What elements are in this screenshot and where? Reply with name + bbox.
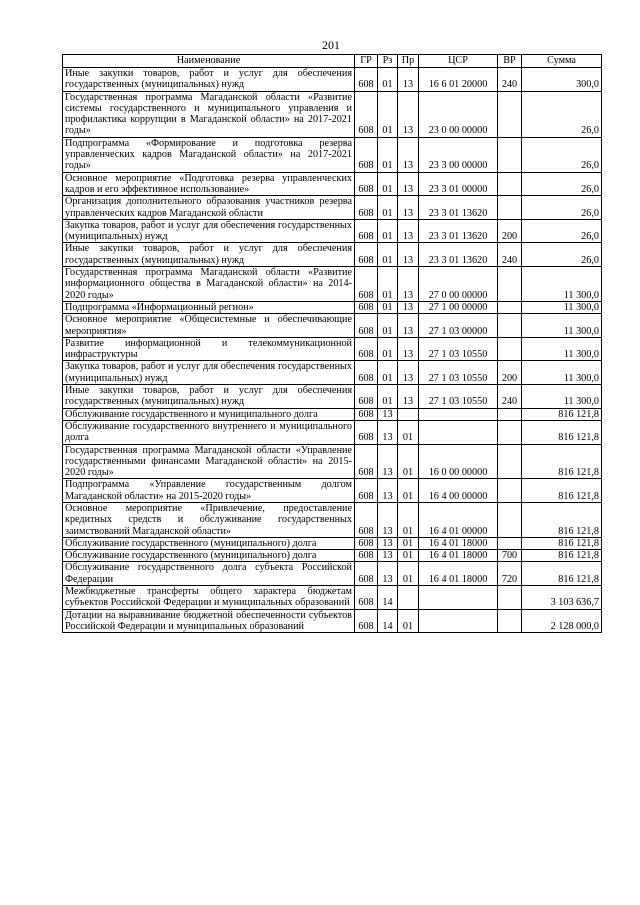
table-row [63,385,602,409]
cell-sum: 816 121,8 [522,562,602,586]
table-row [63,314,602,338]
table-row [63,550,602,562]
cell-rz: 01 [378,91,398,137]
budget-table [62,54,602,633]
cell-rz: 01 [378,314,398,338]
cell-name: Подпрограмма «Информационный регион» [63,301,355,313]
cell-gr: 608 [355,479,378,503]
cell-gr: 608 [355,420,378,444]
cell-vr [498,337,522,361]
cell-pr: 01 [398,502,419,537]
cell-rz: 01 [378,137,398,172]
cell-sum: 11 300,0 [522,314,602,338]
cell-sum: 26,0 [522,219,602,243]
cell-vr [498,314,522,338]
cell-pr: 01 [398,550,419,562]
cell-rz: 13 [378,479,398,503]
cell-name: Организация дополнительного образования участников резерва управленческих кадров Магаданской области [63,196,355,220]
cell-vr: 240 [498,243,522,267]
cell-csr: 23 3 01 00000 [419,172,498,196]
cell-name: Подпрограмма «Формирование и подготовка резерва управленческих кадров Магаданской области» на 2017-2021 годы» [63,137,355,172]
cell-gr: 608 [355,550,378,562]
cell-sum: 3 103 636,7 [522,586,602,610]
cell-pr: 13 [398,267,419,302]
table-row [63,420,602,444]
cell-sum: 2 128 000,0 [522,609,602,633]
cell-rz: 01 [378,68,398,92]
table-row [63,586,602,610]
cell-csr: 16 4 01 18000 [419,562,498,586]
table-row [63,196,602,220]
cell-sum: 300,0 [522,68,602,92]
cell-pr: 01 [398,420,419,444]
cell-pr: 13 [398,172,419,196]
cell-pr: 13 [398,196,419,220]
cell-name: Основное мероприятие «Привлечение, предоставление кредитных средств и обслуживание государственных заимствований Магаданской области» [63,502,355,537]
cell-pr: 13 [398,137,419,172]
table-row [63,361,602,385]
header-name: Наименование [63,55,355,68]
cell-csr: 27 1 03 10550 [419,337,498,361]
cell-csr: 23 3 00 00000 [419,137,498,172]
header-vr: ВР [498,55,522,68]
cell-pr: 01 [398,537,419,549]
cell-pr: 13 [398,243,419,267]
table-header-row [63,55,602,68]
cell-name: Обслуживание государственного (муниципального) долга [63,550,355,562]
cell-rz: 01 [378,301,398,313]
cell-vr [498,408,522,420]
cell-csr: 23 3 01 13620 [419,243,498,267]
cell-vr [498,196,522,220]
cell-name: Государственная программа Магаданской области «Развитие информационного общества в Магаданской области» на 2014-2020 годы» [63,267,355,302]
header-rz: Рз [378,55,398,68]
cell-name: Межбюджетные трансферты общего характера бюджетам субъектов Российской Федерации и муниципальных образований [63,586,355,610]
cell-gr: 608 [355,137,378,172]
cell-pr: 13 [398,219,419,243]
header-csr: ЦСР [419,55,498,68]
cell-sum: 11 300,0 [522,385,602,409]
cell-csr: 16 4 00 00000 [419,479,498,503]
table-row [63,243,602,267]
cell-vr [498,444,522,479]
cell-rz: 13 [378,420,398,444]
cell-vr: 700 [498,550,522,562]
cell-name: Государственная программа Магаданской области «Развитие системы государственного и муниципального управления и профилактика коррупции в Магаданской области» на 2017-2021 годы» [63,91,355,137]
cell-sum: 816 121,8 [522,537,602,549]
cell-rz: 01 [378,196,398,220]
cell-gr: 608 [355,609,378,633]
cell-pr: 13 [398,301,419,313]
cell-rz: 14 [378,609,398,633]
cell-sum: 11 300,0 [522,301,602,313]
cell-rz: 13 [378,444,398,479]
cell-vr [498,502,522,537]
cell-rz: 13 [378,562,398,586]
cell-vr [498,301,522,313]
cell-name: Обслуживание государственного долга субъекта Российской Федерации [63,562,355,586]
cell-gr: 608 [355,243,378,267]
cell-sum: 816 121,8 [522,479,602,503]
cell-sum: 816 121,8 [522,502,602,537]
table-row [63,137,602,172]
header-sum: Сумма [522,55,602,68]
cell-gr: 608 [355,444,378,479]
cell-name: Подпрограмма «Управление государственным долгом Магаданской области» на 2015-2020 годы» [63,479,355,503]
cell-name: Основное мероприятие «Общесистемные и обеспечивающие мероприятия» [63,314,355,338]
cell-vr [498,609,522,633]
cell-rz: 01 [378,219,398,243]
table-row [63,172,602,196]
cell-vr [498,420,522,444]
cell-gr: 608 [355,314,378,338]
page-number: 201 [322,38,340,52]
cell-pr [398,408,419,420]
cell-vr [498,267,522,302]
cell-vr [498,91,522,137]
cell-sum: 11 300,0 [522,361,602,385]
cell-rz: 01 [378,172,398,196]
cell-csr [419,609,498,633]
table-row [63,301,602,313]
cell-gr: 608 [355,301,378,313]
cell-gr: 608 [355,385,378,409]
cell-name: Дотации на выравнивание бюджетной обеспеченности субъектов Российской Федерации и муниципальных образований [63,609,355,633]
cell-vr [498,586,522,610]
cell-gr: 608 [355,219,378,243]
cell-pr: 13 [398,91,419,137]
cell-rz: 01 [378,243,398,267]
cell-gr: 608 [355,586,378,610]
table-row [63,444,602,479]
cell-name: Закупка товаров, работ и услуг для обеспечения государственных (муниципальных) нужд [63,219,355,243]
cell-pr: 01 [398,479,419,503]
cell-csr: 23 0 00 00000 [419,91,498,137]
cell-vr: 200 [498,361,522,385]
cell-rz: 01 [378,267,398,302]
cell-gr: 608 [355,91,378,137]
cell-name: Обслуживание государственного (муниципального) долга [63,537,355,549]
cell-name: Иные закупки товаров, работ и услуг для обеспечения государственных (муниципальных) нужд [63,243,355,267]
header-gr: ГР [355,55,378,68]
cell-rz: 01 [378,361,398,385]
table-row [63,219,602,243]
cell-csr: 16 4 01 18000 [419,550,498,562]
table-row [63,408,602,420]
cell-rz: 13 [378,408,398,420]
cell-rz: 14 [378,586,398,610]
cell-csr: 16 0 00 00000 [419,444,498,479]
table-row [63,502,602,537]
cell-gr: 608 [355,68,378,92]
cell-csr: 27 0 00 00000 [419,267,498,302]
cell-sum: 816 121,8 [522,550,602,562]
cell-gr: 608 [355,172,378,196]
cell-pr: 01 [398,562,419,586]
table-row [63,609,602,633]
cell-csr: 27 1 00 00000 [419,301,498,313]
cell-sum: 816 121,8 [522,420,602,444]
cell-gr: 608 [355,196,378,220]
cell-csr [419,586,498,610]
cell-name: Закупка товаров, работ и услуг для обеспечения государственных (муниципальных) нужд [63,361,355,385]
cell-csr: 27 1 03 00000 [419,314,498,338]
table-row [63,68,602,92]
cell-gr: 608 [355,408,378,420]
cell-rz: 01 [378,385,398,409]
cell-vr: 200 [498,219,522,243]
table-row [63,479,602,503]
cell-rz: 13 [378,502,398,537]
cell-csr: 16 4 01 18000 [419,537,498,549]
table-row [63,337,602,361]
cell-pr [398,586,419,610]
cell-pr: 01 [398,609,419,633]
table-row [63,562,602,586]
cell-vr [498,537,522,549]
cell-sum: 816 121,8 [522,444,602,479]
cell-name: Иные закупки товаров, работ и услуг для обеспечения государственных (муниципальных) нужд [63,68,355,92]
table-row [63,267,602,302]
cell-name: Обслуживание государственного и муниципального долга [63,408,355,420]
cell-sum: 26,0 [522,91,602,137]
cell-gr: 608 [355,537,378,549]
cell-vr [498,137,522,172]
cell-sum: 11 300,0 [522,337,602,361]
cell-name: Иные закупки товаров, работ и услуг для обеспечения государственных (муниципальных) нужд [63,385,355,409]
cell-rz: 13 [378,550,398,562]
cell-vr [498,172,522,196]
header-pr: Пр [398,55,419,68]
cell-sum: 26,0 [522,137,602,172]
cell-csr [419,408,498,420]
cell-gr: 608 [355,562,378,586]
cell-vr: 240 [498,385,522,409]
cell-csr: 23 3 01 13620 [419,219,498,243]
cell-gr: 608 [355,337,378,361]
cell-csr: 27 1 03 10550 [419,361,498,385]
cell-pr: 13 [398,314,419,338]
cell-gr: 608 [355,502,378,537]
cell-vr [498,479,522,503]
cell-rz: 01 [378,337,398,361]
cell-rz: 13 [378,537,398,549]
cell-pr: 01 [398,444,419,479]
table-row [63,91,602,137]
cell-pr: 13 [398,385,419,409]
cell-gr: 608 [355,361,378,385]
cell-csr: 27 1 03 10550 [419,385,498,409]
cell-sum: 26,0 [522,172,602,196]
cell-csr [419,420,498,444]
cell-sum: 26,0 [522,196,602,220]
cell-csr: 16 6 01 20000 [419,68,498,92]
cell-name: Основное мероприятие «Подготовка резерва управленческих кадров и его эффективное использование» [63,172,355,196]
table-row [63,537,602,549]
cell-sum: 816 121,8 [522,408,602,420]
cell-vr: 720 [498,562,522,586]
cell-csr: 23 3 01 13620 [419,196,498,220]
cell-gr: 608 [355,267,378,302]
cell-pr: 13 [398,361,419,385]
cell-sum: 11 300,0 [522,267,602,302]
cell-pr: 13 [398,68,419,92]
cell-vr: 240 [498,68,522,92]
cell-pr: 13 [398,337,419,361]
cell-name: Развитие информационной и телекоммуникационной инфраструктуры [63,337,355,361]
cell-csr: 16 4 01 00000 [419,502,498,537]
cell-name: Обслуживание государственного внутреннего и муниципального долга [63,420,355,444]
cell-name: Государственная программа Магаданской области «Управление государственными финансами Магаданской области» на 2015-2020 годы» [63,444,355,479]
cell-sum: 26,0 [522,243,602,267]
